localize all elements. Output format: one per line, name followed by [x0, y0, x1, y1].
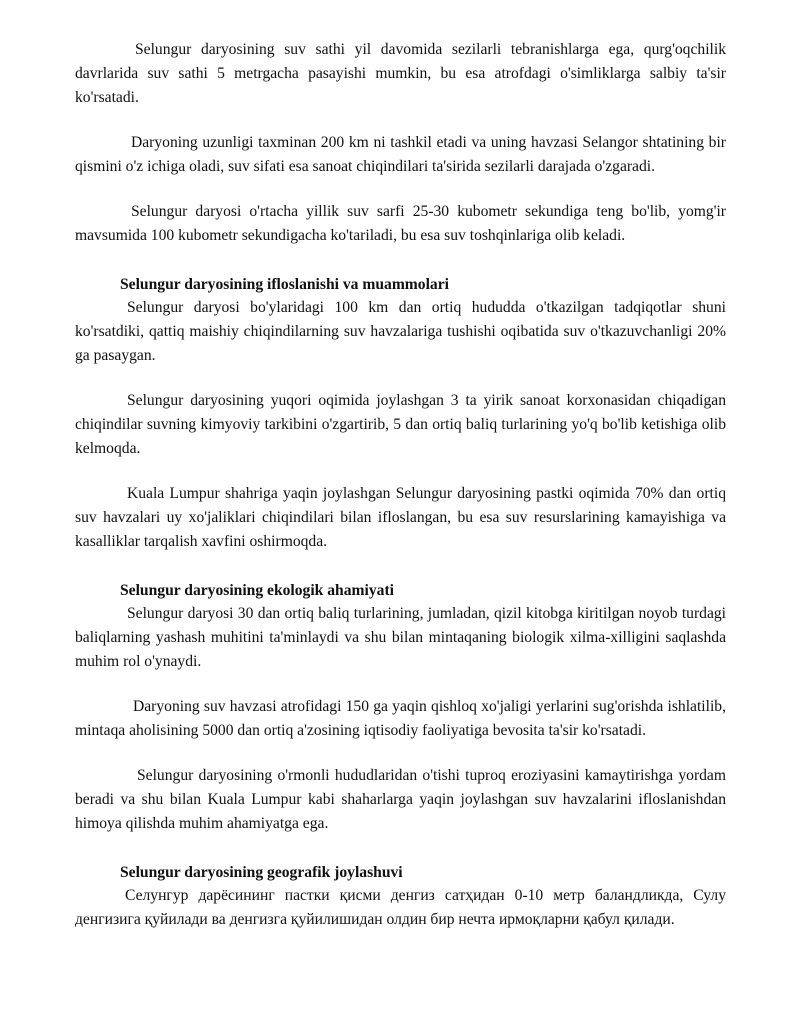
heading-pollution: Selungur daryosining ifloslanishi va muammolari	[120, 276, 449, 293]
paragraph-industrial-waste: Selungur daryosining yuqori oqimida joylashgan 3 ta yirik sanoat korxonasidan chiqadigan chiqindilar suvning kimyoviy tarkibini o'zgartirib, 5 dan ortiq baliq turlarining yo'q bo'lib ketishiga olib kelmoqda.	[75, 392, 726, 457]
paragraph-household-waste: Kuala Lumpur shahriga yaqin joylashgan Selungur daryosining pastki oqimida 70% dan ortiq suv havzalari uy xo'jaliklari chiqindilari bilan ifloslangan, bu esa suv resurslarining kamayishiga va kasalliklar tarqalish xavfini oshirmoqda.	[75, 485, 726, 550]
paragraph-river-length: Daryoning uzunligi taxminan 200 km ni tashkil etadi va uning havzasi Selangor shtatining bir qismini o'z ichiga oladi, suv sifati esa sanoat chiqindilari ta'sirida sezilarli darajada o'zgaradi.	[75, 134, 726, 175]
paragraph-geography: Селунгур дарёсининг пастки қисми денгиз сатҳидан 0-10 метр баландликда, Сулу денгизига қуйилади ва денгизга қуйилишидан олдин бир нечта ирмоқларни қабул қилади.	[75, 887, 726, 928]
paragraph-agriculture: Daryoning suv havzasi atrofidagi 150 ga yaqin qishloq xo'jaligi yerlarini sug'orishda ishlatilib, mintaqa aholisining 5000 dan ortiq a'zosining iqtisodiy faoliyatiga bevosita ta'sir ko'rsatadi.	[75, 698, 726, 739]
paragraph-water-flow: Selungur daryosi o'rtacha yillik suv sarfi 25-30 kubometr sekundiga teng bo'lib, yomg'ir mavsumida 100 kubometr sekundigacha ko'tariladi, bu esa suv toshqinlariga olib keladi.	[75, 203, 726, 244]
paragraph-erosion: Selungur daryosining o'rmonli hududlaridan o'tishi tuproq eroziyasini kamaytirishga yordam beradi va shu bilan Kuala Lumpur kabi shaharlarga yaqin joylashgan suv havzalarini ifloslanishdan himoya qilishda muhim ahamiyatga ega.	[75, 767, 726, 832]
paragraph-pollution-survey: Selungur daryosi bo'ylaridagi 100 km dan ortiq hududda o'tkazilgan tadqiqotlar shuni ko'rsatdiki, qattiq maishiy chiqindilarning suv havzalariga tushishi oqibatida suv o'tkazuvchanligi 20% ga pasaygan.	[75, 299, 726, 364]
document-page	[75, 38, 726, 932]
heading-geography: Selungur daryosining geografik joylashuvi	[120, 864, 403, 881]
heading-ecology: Selungur daryosining ekologik ahamiyati	[120, 582, 394, 599]
paragraph-water-level: Selungur daryosining suv sathi yil davomida sezilarli tebranishlarga ega, qurg'oqchilik davrlarida suv sathi 5 metrgacha pasayishi mumkin, bu esa atrofdagi o'simliklarga salbiy ta'sir ko'rsatadi.	[75, 41, 726, 106]
paragraph-fish-habitat: Selungur daryosi 30 dan ortiq baliq turlarining, jumladan, qizil kitobga kiritilgan noyob turdagi baliqlarning yashash muhitini ta'minlaydi va shu bilan mintaqaning biologik xilma-xilligini saqlashda muhim rol o'ynaydi.	[75, 605, 726, 670]
